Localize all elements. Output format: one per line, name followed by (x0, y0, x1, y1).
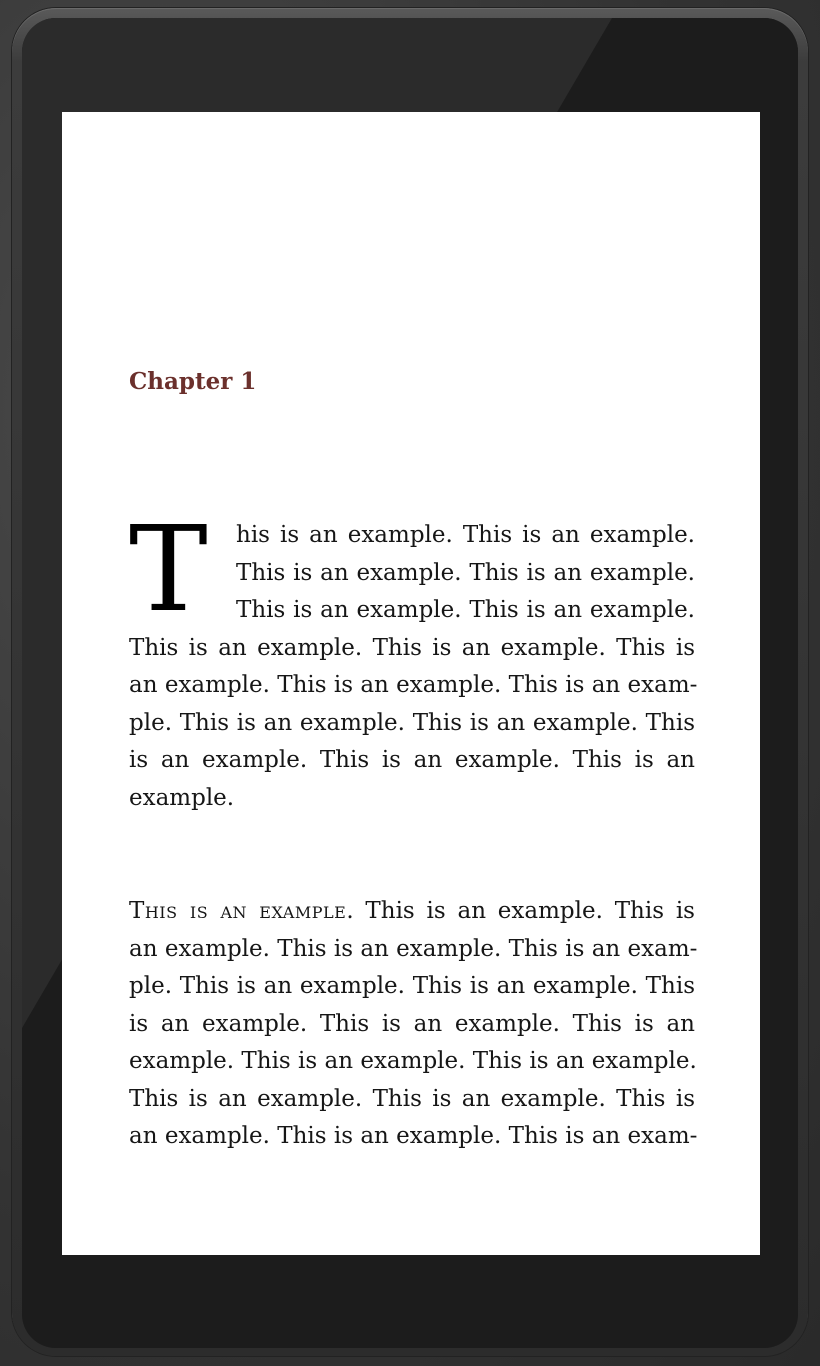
text-line: This is an example. This is an example. (236, 597, 695, 623)
chapter-title: Chapter 1 (129, 368, 257, 395)
text-line: example. This is an example. This is an example. (129, 1048, 697, 1074)
dropcap-letter: T (129, 500, 208, 638)
smallcaps-lead: This is an example (129, 898, 347, 924)
text-line: is an example. This is an example. This is an (129, 1010, 695, 1037)
dropcap-container (129, 500, 695, 638)
text-line: an example. This is an example. This is an exam- (129, 1123, 698, 1149)
text-line: is an example. This is an example. This is an (129, 747, 695, 773)
text-line: an example. This is an example. This is an exam- (129, 935, 698, 962)
text-line: This is an example. This is an example. (236, 559, 695, 586)
ebook-page[interactable] (62, 112, 760, 1255)
paragraph-1 (129, 500, 698, 817)
text-line: example. (129, 784, 235, 811)
text-line: ple. This is an example. This is an example. This (129, 709, 695, 736)
text-line: an example. This is an example. This is an exam- (129, 672, 698, 698)
text-line-first (129, 893, 695, 931)
text-line: This is an example. This is an example. This is (129, 634, 695, 661)
text-line-rest: . This is an example. This is (346, 898, 695, 924)
paragraph-2 (129, 893, 698, 1156)
text-line: This is an example. This is an example. This is (129, 1085, 695, 1112)
text-line: his is an example. This is an example. (236, 522, 695, 548)
text-line: ple. This is an example. This is an example. This (129, 973, 695, 999)
